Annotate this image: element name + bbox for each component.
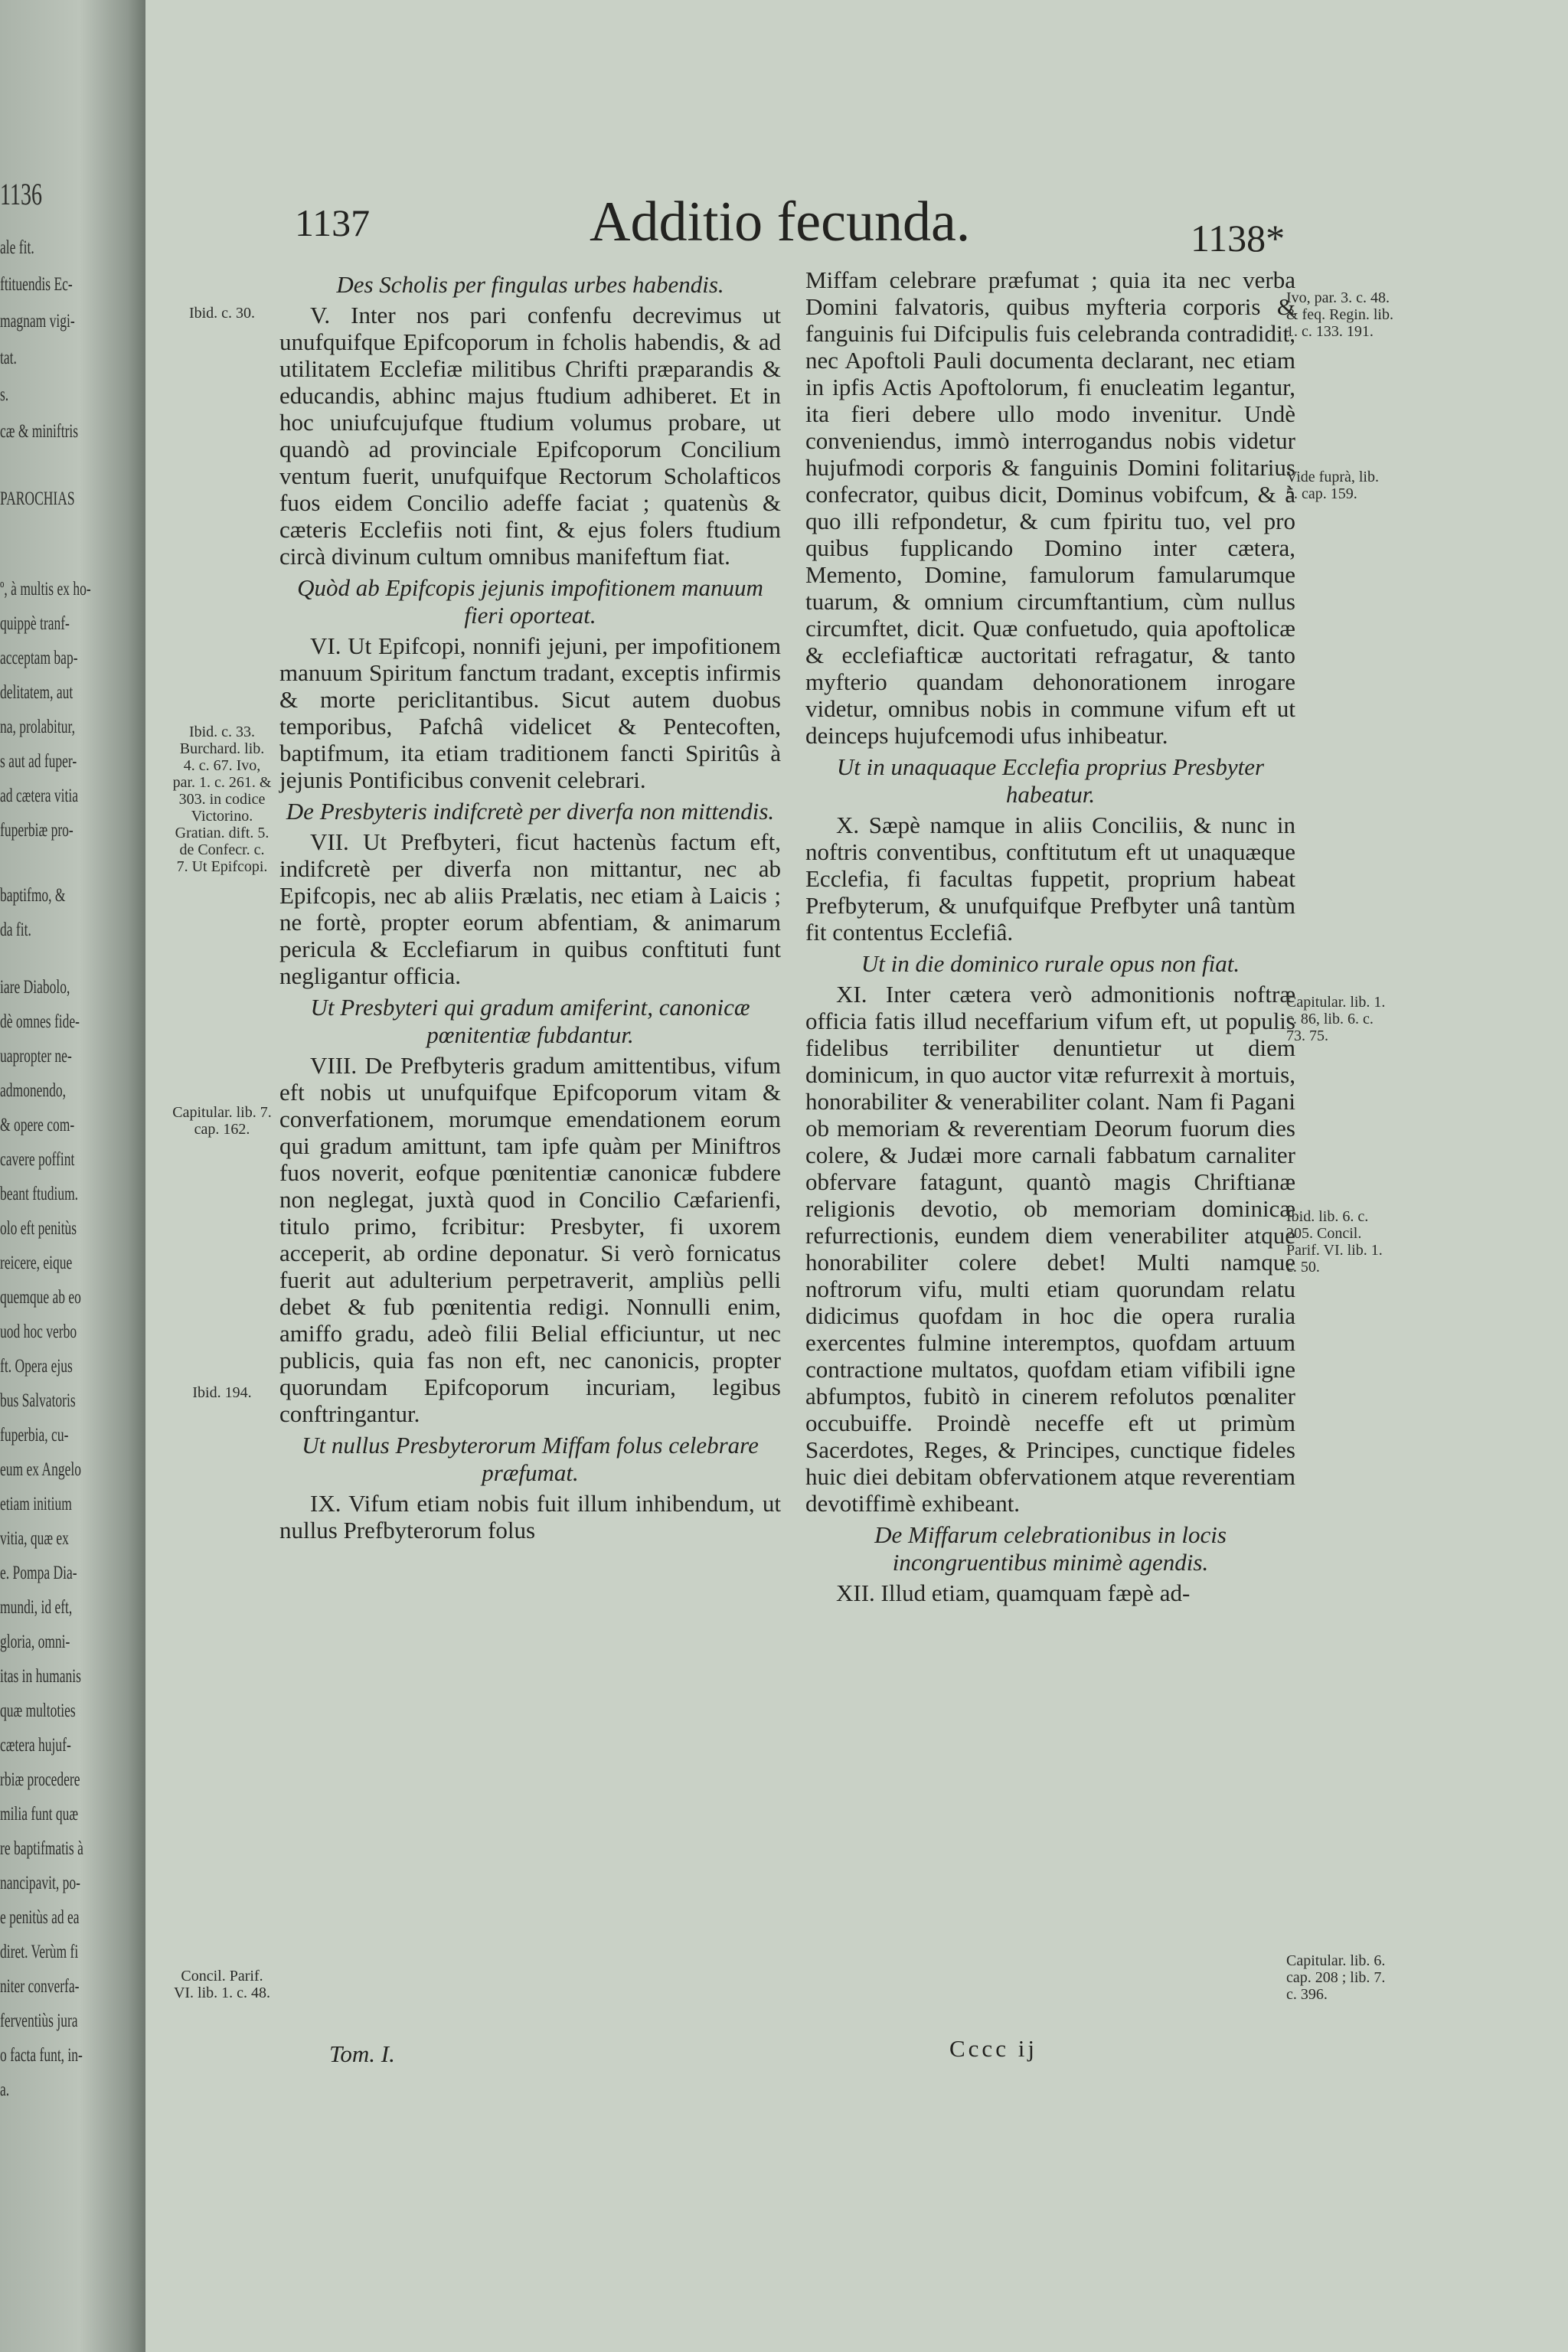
facing-page-line: o facta funt, in- [0, 2045, 83, 2066]
facing-page-line: e penitùs ad ea [0, 1907, 80, 1928]
facing-page-line: ale fit. [0, 237, 34, 258]
facing-page-line: quemque ab eo [0, 1287, 81, 1308]
section-heading: Quòd ab Epifcopis jejunis impofitionem manuum fieri oporteat. [297, 574, 763, 629]
page-number-right: 1138* [1191, 217, 1285, 260]
facing-page-line: cavere poffint [0, 1149, 75, 1170]
facing-page-line: e. Pompa Dia- [0, 1563, 77, 1583]
facing-page-line: 1136 [0, 177, 42, 211]
margin-note-right: Capitular. lib. 6. cap. 208 ; lib. 7. c. 396. [1286, 1952, 1386, 2003]
facing-page-line: uapropter ne- [0, 1046, 72, 1067]
facing-page-line: quæ multoties [0, 1700, 76, 1721]
margin-note-left: Concil. Parif. VI. lib. 1. c. 48. [173, 1968, 271, 2001]
canon-paragraph: X. Sæpè namque in aliis Conciliis, & nunc in noftris conventibus, conftitutum eft ut unaquæque Ecclefia, fi facultas fuppetit, proprium habeat Prefbyterum, & unufquifque Prefbyter unâ tantùm fit contentus Ecclefiâ. [805, 812, 1295, 946]
facing-page-text-fragments [0, 0, 134, 2352]
page-number-left: 1137 [295, 201, 371, 244]
facing-page-line: ferventiùs jura [0, 2011, 78, 2031]
running-title: Additio fecunda. [590, 191, 971, 253]
facing-page-line: itas in humanis [0, 1666, 81, 1687]
facing-page-line: diret. Verùm fi [0, 1942, 79, 1962]
facing-page-line: eum ex Angelo [0, 1459, 81, 1480]
facing-page-line: bus Salvatoris [0, 1390, 76, 1411]
margin-note-left: Capitular. lib. 7. cap. 162. [172, 1104, 272, 1138]
facing-page-line: rbiæ procedere [0, 1769, 80, 1790]
facing-page-line: iare Diabolo, [0, 977, 70, 998]
margin-note-right: Capitular. lib. 1. c. 86, lib. 6. c. 73. 75. [1286, 994, 1386, 1044]
section-heading: Ut in unaquaque Ecclefia proprius Presbyter habeatur. [836, 753, 1265, 808]
facing-page-line: & opere com- [0, 1115, 75, 1135]
facing-page-line: ftituendis Ec- [0, 274, 73, 295]
facing-page-line: PAROCHIAS [0, 488, 75, 509]
text-column-right [805, 266, 1295, 1606]
volume-label: Tom. I. [329, 2040, 395, 2067]
facing-page-line: magnam vigi- [0, 311, 75, 332]
facing-page-line: vitia, quæ ex [0, 1528, 69, 1549]
section-heading: De Miffarum celebrationibus in locis incongruentibus minimè agendis. [874, 1521, 1227, 1576]
facing-page-line: mundi, id eft, [0, 1597, 73, 1618]
facing-page-line: quippè tranf- [0, 613, 70, 634]
facing-page-line: delitatem, aut [0, 682, 74, 703]
canon-paragraph: IX. Vifum etiam nobis fuit illum inhibendum, ut nullus Prefbyterorum folus [279, 1490, 781, 1544]
text-column-left [279, 266, 781, 1544]
margin-note-right: Ibid. lib. 6. c. 205. Concil. Parif. VI. lib. 1. c. 50. [1286, 1208, 1383, 1276]
canon-paragraph: VIII. De Prefbyteris gradum amittentibus, vifum eft nobis ut unufquifque Epifcoporum vitam & converfationem, morumque emendationem eorum qui gradum amittunt, tam ipfe quàm per Miniftros fuos noverit, eofque pœnitentiæ canonicæ fubdere non neglegat, juxtà quod in Concilio Cæfarienfi, titulo primo, fcribitur: Presbyter, fi uxorem acceperit, ab ordine deponatur. Si verò fornicatus fuerit aut adulterium perpetraverit, ampliùs pelli debet & fub pœnitentia redigi. Nonnulli enim, amiffo gradu, adeò filii Belial efficiuntur, ut nec publicis, quia fas non eft, nec canonicis, propter quorundam Epifcoporum incuriam, legibus conftringantur. [279, 1052, 781, 1427]
facing-page-line: reicere, eique [0, 1253, 73, 1273]
facing-page-line: º, à multis ex ho- [0, 579, 91, 599]
margin-note-right: Ivo, par. 3. c. 48. & feq. Regin. lib. 1. c. 133. 191. [1286, 289, 1393, 340]
section-heading: Ut nullus Presbyterorum Miffam folus celebrare præfumat. [302, 1432, 759, 1486]
margin-note-left: Ibid. c. 30. [188, 305, 256, 322]
canon-paragraph: VII. Ut Prefbyteri, ficut hactenùs factum eft, indifcretè per diverfa non mittantur, nec ab Epifcopis, nec ab aliis Prælatis, nec etiam à Laicis ; ne fortè, propter eorum abfentiam, & animarum pericula & Ecclefiarum in quibus conftituti funt negligantur officia. [279, 828, 781, 989]
facing-page-line: admonendo, [0, 1080, 67, 1101]
facing-page-line: acceptam bap- [0, 648, 78, 668]
facing-page-line: milia funt quæ [0, 1804, 79, 1824]
margin-note-right: Vide fuprà, lib. 5. cap. 159. [1286, 469, 1379, 502]
facing-page-line: ft. Opera ejus [0, 1356, 73, 1377]
facing-page-line: fuperbiæ pro- [0, 820, 74, 841]
facing-page-line: baptifmo, & [0, 885, 66, 906]
facing-page-line: cæ & miniftris [0, 421, 79, 442]
facing-page-line: na, prolabitur, [0, 717, 75, 737]
facing-page-line: cætera hujuf- [0, 1735, 71, 1756]
facing-page-line: uod hoc verbo [0, 1321, 77, 1342]
signature-mark: Cccc ij [949, 2035, 1037, 2062]
facing-page-line: dè omnes fide- [0, 1011, 80, 1032]
facing-page-line: a. [0, 2079, 10, 2100]
facing-page-line: re baptifmatis à [0, 1838, 83, 1859]
section-heading: Ut in die dominico rurale opus non fiat. [861, 950, 1240, 977]
facing-page-edge [0, 0, 145, 2352]
facing-page-line: ad cætera vitia [0, 786, 79, 806]
facing-page-line: tat. [0, 348, 17, 368]
canon-paragraph: V. Inter nos pari confenfu decrevimus ut unufquifque Epifcoporum in fcholis habendis, & ad utilitatem Ecclefiæ militibus Chrifti præparandis & educandis, abhinc majus ftudium adhiberet. Et in hoc uniufcujufque ftudium volumus probare, ut quandò ad provinciale Epifcoporum Concilium ventum fuerit, unufquifque Rectorum Scholafticos fuos eidem Concilio adeffe faciat ; quatenùs & cæteris Ecclefiis noti fint, & ejus folers ftudium circà divinum cultum omnibus manifeftum fiat. [279, 302, 781, 570]
section-heading: De Presbyteris indifcretè per diverfa non mittendis. [286, 798, 775, 825]
section-heading: Ut Presbyteri qui gradum amiferint, canonicæ pœnitentiæ fubdantur. [310, 994, 750, 1048]
facing-page-line: gloria, omni- [0, 1632, 70, 1652]
canon-paragraph: VI. Ut Epifcopi, nonnifi jejuni, per impofitionem manuum Spiritum fanctum tradant, exceptis infirmis & morte periclitantibus. Sicut autem duobus temporibus, Pafchâ videlicet & Pentecoften, baptifmum, ita etiam traditionem fancti Spiritûs à jejunis Pontificibus convenit celebrari. [279, 632, 781, 793]
facing-page-line: nancipavit, po- [0, 1873, 80, 1893]
facing-page-line: olo eft penitùs [0, 1218, 77, 1239]
margin-note-left: Ibid. 194. [192, 1384, 252, 1401]
margin-note-left: Ibid. c. 33. Burchard. lib. 4. c. 67. Ivo, par. 1. c. 261. & 303. in codice Victorino. Gratian. dift. 5. de Confecr. c. 7. Ut Epifcopi. [172, 724, 272, 875]
facing-page-line: fuperbia, cu- [0, 1425, 69, 1446]
canon-paragraph: XI. Inter cætera verò admonitionis noftræ officia fatis illud neceffarium vifum eft, ut populis fidelibus terribiliter denuntietur ut diem dominicum, in quo auctor vitæ refurrexit à mortuis, honorabiliter & venerabiliter colant. Nam fi Pagani ob memoriam & reverentiam Deorum fuorum dies colere, & Judæi more carnali fabbatum carnaliter obfervare fatagunt, quantò magis Chriftianæ religionis devotio, ob memoriam dominicæ refurrectionis, eundem diem venerabiliter atque honorabiliter colere debet! Multi namque noftrorum vifu, multi etiam quorundam relatu didicimus quofdam in hoc die opera ruralia exercentes fulmine interemptos, quofdam artuum contractione multatos, quofdam etiam vifibili igne abfumptos, fubitò in cinerem refolutos pœnaliter occubuiffe. Proindè neceffe eft ut primùm Sacerdotes, Reges, & Principes, cunctique fideles huic diei debitam obfervationem atque reverentiam devotiffimè exhibeant. [805, 981, 1295, 1517]
facing-page-line: niter converfa- [0, 1976, 80, 1997]
facing-page-line: da fit. [0, 920, 31, 940]
facing-page-line: etiam initium [0, 1494, 72, 1514]
canon-paragraph-continued: Miffam celebrare præfumat ; quia ita nec verba Domini falvatoris, quibus myfteria corporis & fanguinis fui Difcipulis fuis celebranda contradidit, nec Apoftoli Pauli documenta declarant, nec etiam in ipfis Actis Apoftolorum, fi enucleatim legantur, ita fieri debere ullo modo invenitur. Undè conveniendus, immò interrogandus nobis videtur hujufmodi corporis & fanguinis Domini folitarius confecrator, quibus dicit, Dominus vobifcum, & à quo illi refpondetur, & cum fpiritu tuo, vel pro quibus fupplicando Domino inter cætera, Memento, Domine, famulorum famularumque tuarum, & omnium circumftantium, cùm nullus circumftet, dicit. Quæ confuetudo, quia apoftolicæ & ecclefiafticæ auctoritati refragatur, & tanto myfterio quandam dehonorationem inrogare videtur, omnibus nobis in commune vifum eft ut deinceps hujufcemodi ufus inhibeatur. [805, 266, 1295, 749]
facing-page-line: beant ftudium. [0, 1184, 79, 1204]
facing-page-line: s aut ad fuper- [0, 751, 77, 772]
section-heading: Des Scholis per fingulas urbes habendis. [336, 271, 724, 298]
facing-page-line: s. [0, 384, 9, 405]
canon-paragraph: XII. Illud etiam, quamquam fæpè ad- [836, 1579, 1191, 1606]
